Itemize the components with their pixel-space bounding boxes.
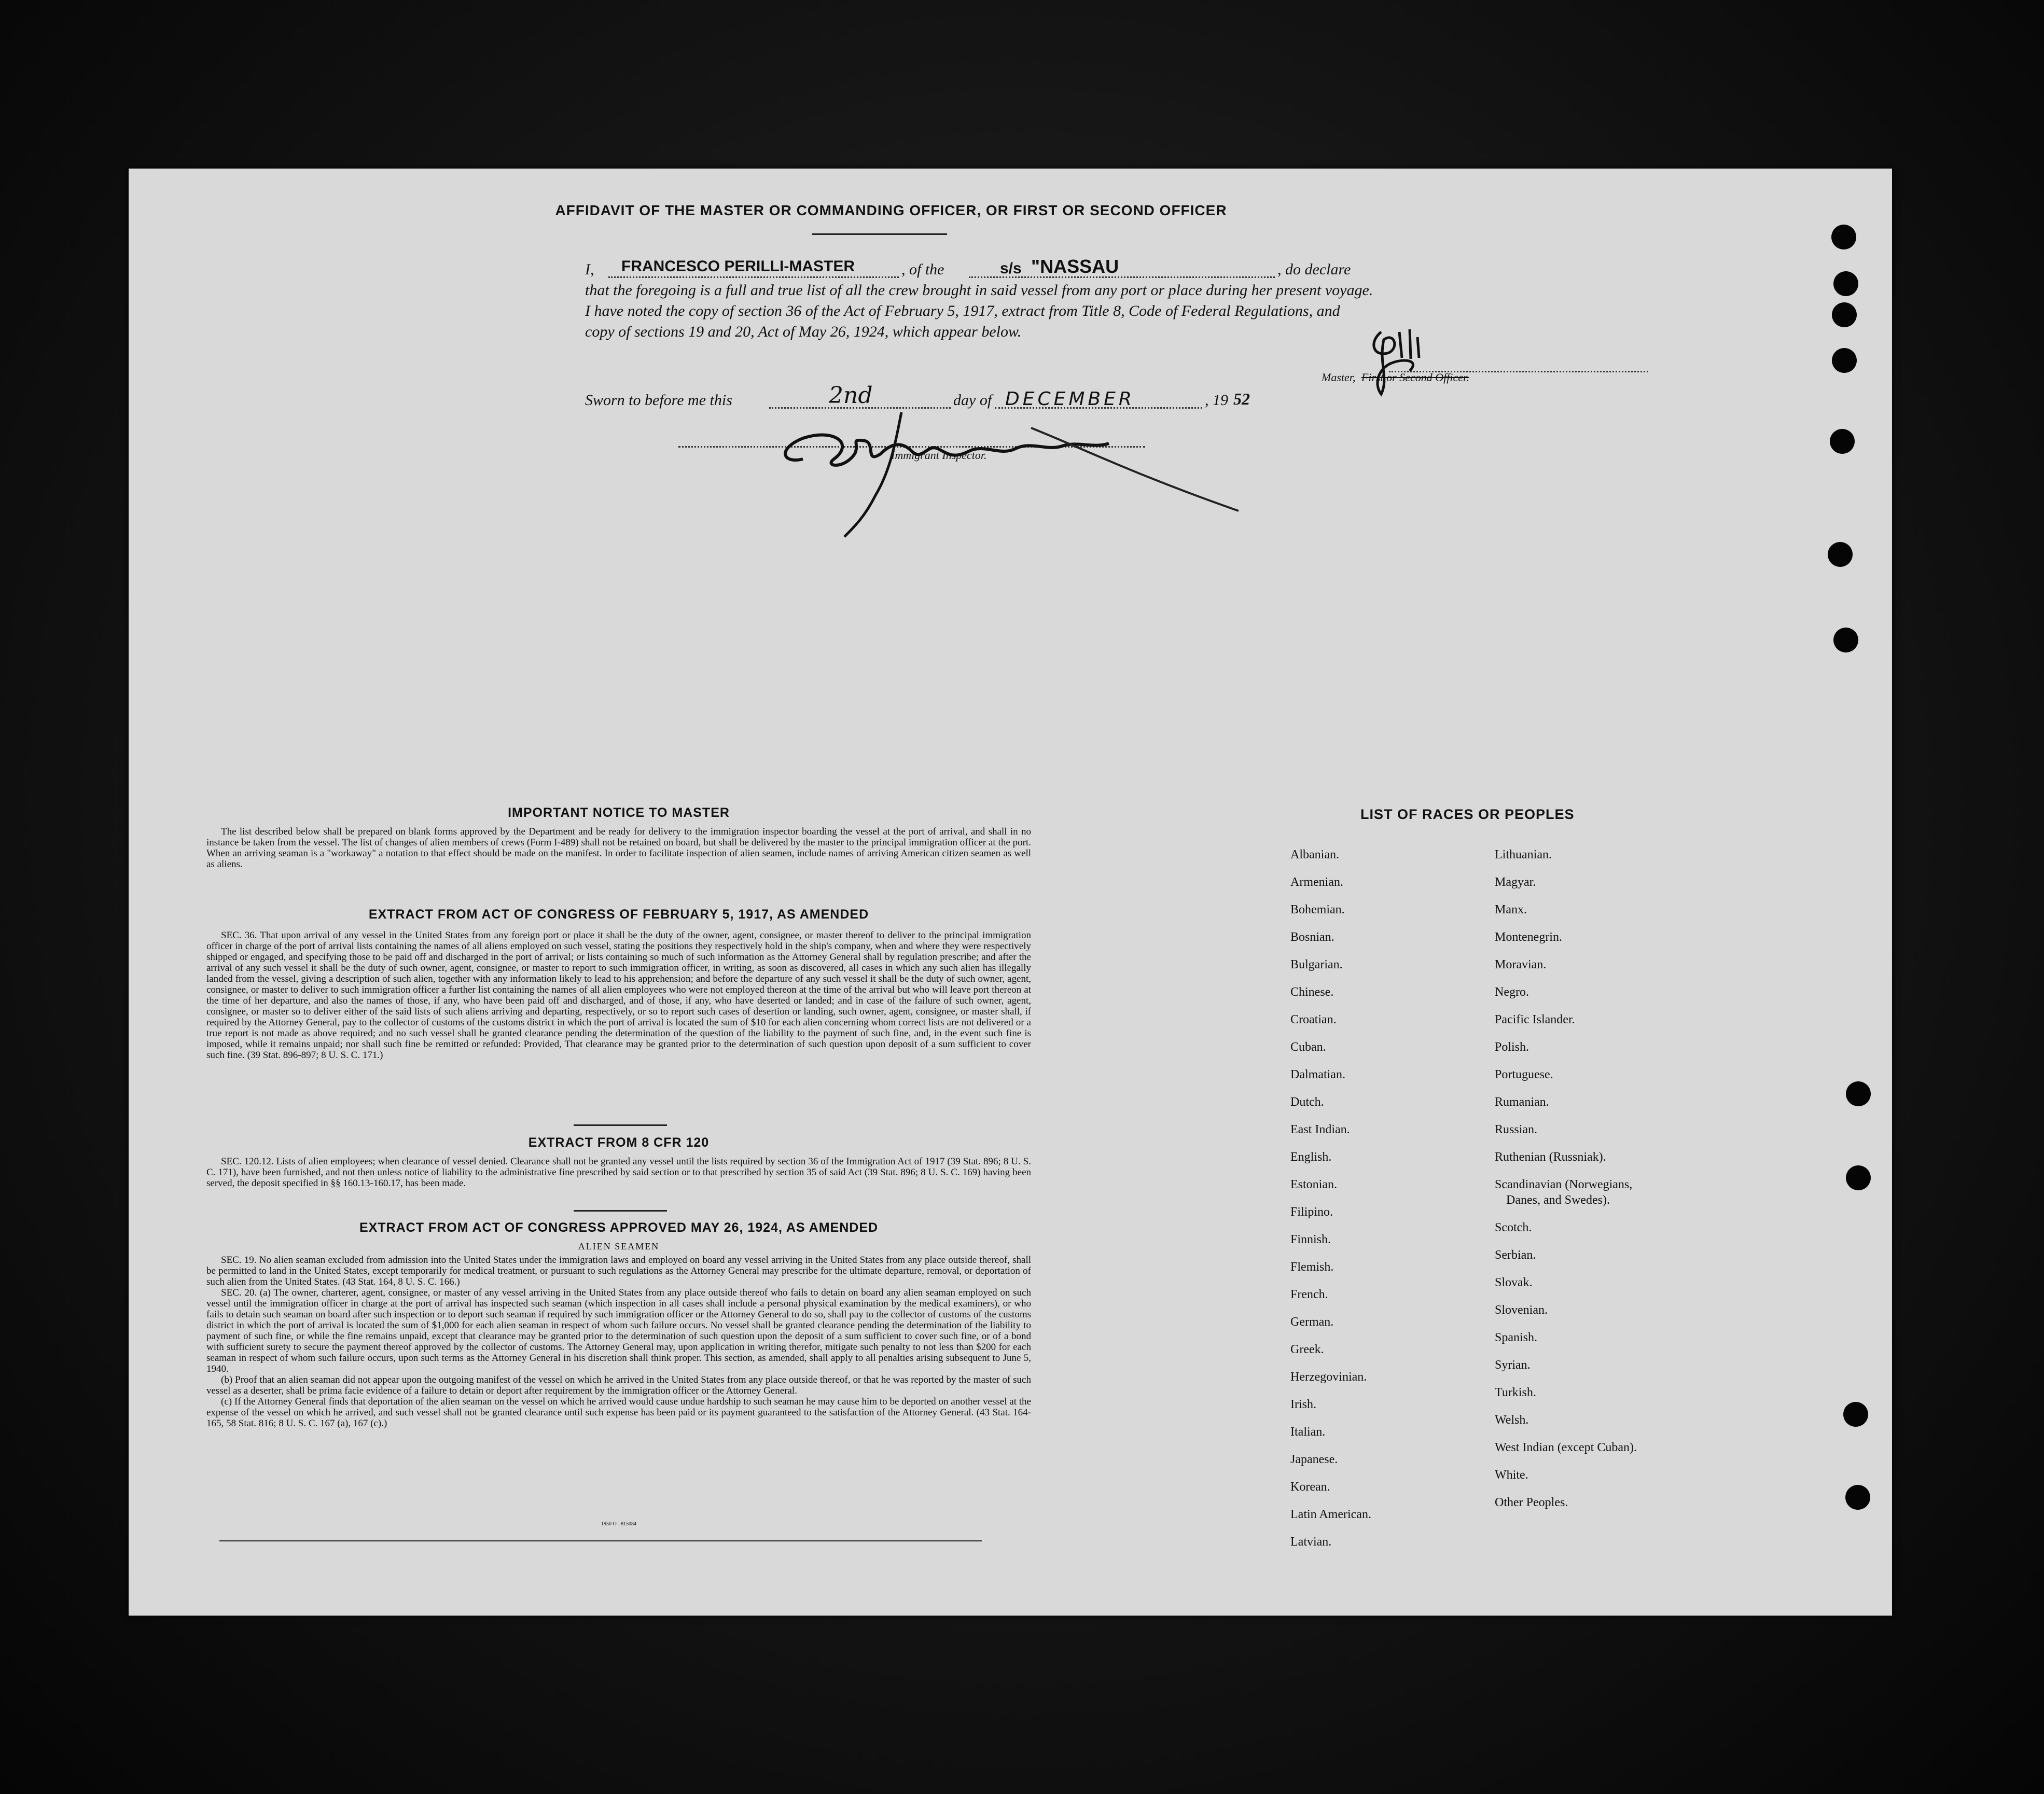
notice-text-block — [206, 826, 1031, 870]
race-item: German. — [1290, 1315, 1334, 1329]
race-item: Other Peoples. — [1495, 1496, 1568, 1509]
punch-hole — [1832, 348, 1857, 373]
race-item: Serbian. — [1495, 1248, 1536, 1262]
race-item: Pacific Islander. — [1495, 1013, 1575, 1026]
vessel-prefix: s/s — [1000, 260, 1022, 277]
race-item: Danes, and Swedes). — [1506, 1193, 1610, 1207]
race-item: Ruthenian (Russniak). — [1495, 1150, 1606, 1164]
punch-hole — [1846, 1165, 1871, 1190]
extract-cfr-text: SEC. 120.12. Lists of alien employees; when clearance of vessel denied. Clearance shall not be granted any vessel until the lists required by section 36 of the Immigration Act of 1917 (39 Stat. 896; 8 U. S. C. 171), have been furnished, and not then unless notice of liability to the administrative fine prescribed by said section or to that prescribed by section 35 of said Act (39 Stat. 896; 8 U. S. C. 169) having been served, the deposit specified in §§ 160.13-160.17, has been made. — [206, 1156, 1031, 1189]
punch-hole — [1846, 1081, 1871, 1106]
race-item: Chinese. — [1290, 985, 1334, 999]
vessel-name: "NASSAU — [1031, 256, 1119, 277]
race-item: Dalmatian. — [1290, 1068, 1345, 1081]
race-item: Polish. — [1495, 1040, 1529, 1054]
punch-hole — [1845, 1485, 1870, 1510]
sec20c-text: (c) If the Attorney General finds that deportation of the alien seaman on the vessel on which he arrived would cause undue hardship to such seaman he may cause him to be deported on another vessel at the expense of the vessel on which he arrived, and such vessel shall not be granted clearance until such expense has been paid or its payment guaranteed to the satisfaction of the Attorney General. (43 Stat. 164-165, 58 Stat. 816; 8 U. S. C. 167 (a), 167 (c).) — [206, 1396, 1031, 1429]
race-item: Armenian. — [1290, 875, 1343, 889]
master-caption — [1322, 371, 1469, 384]
races-column-1 — [1290, 848, 1487, 1564]
race-item: Manx. — [1495, 903, 1527, 916]
race-item: Magyar. — [1495, 875, 1536, 889]
race-item: Lithuanian. — [1495, 848, 1552, 861]
punch-hole — [1828, 542, 1853, 567]
race-item: Croatian. — [1290, 1013, 1337, 1026]
year-prefix: , 19 — [1205, 392, 1228, 409]
notice-title: IMPORTANT NOTICE TO MASTER — [508, 805, 730, 820]
race-item: Bulgarian. — [1290, 958, 1343, 971]
race-item: Russian. — [1495, 1123, 1538, 1136]
punch-hole — [1831, 225, 1856, 249]
punch-hole — [1832, 302, 1857, 327]
race-item: Scotch. — [1495, 1221, 1532, 1234]
master-caption-struck: First or Second Officer. — [1361, 371, 1469, 384]
alien-seamen-subtitle: ALIEN SEAMEN — [578, 1241, 660, 1251]
affidavit-body-line2: I have noted the copy of section 36 of the Act of February 5, 1917, extract from Title 8, Code of Federal Regulations, and — [585, 302, 1340, 319]
race-item: Estonian. — [1290, 1178, 1337, 1191]
race-item: Irish. — [1290, 1398, 1316, 1411]
race-item: Herzegovinian. — [1290, 1370, 1367, 1384]
race-item: Slovak. — [1495, 1276, 1533, 1289]
master-caption-text: Master, — [1322, 371, 1356, 384]
sec19-text: SEC. 19. No alien seaman excluded from admission into the United States under the immigration laws and employed on board any vessel arriving in the United States from any place outside thereof, shall be permitted to land in the United States, except temporarily for medical treatment, or pursuant to such regulations as the Attorney General may prescribe for the ultimate departure, removal, or deportation of such alien from the United States. (43 Stat. 164, 8 U. S. C. 166.) — [206, 1255, 1031, 1287]
extract-1917-block — [206, 930, 1031, 1061]
inspector-signature — [772, 392, 1446, 547]
notice-text: The list described below shall be prepared on blank forms approved by the Department and be ready for delivery to the immigration inspector boarding the vessel at the port of arrival, and shall in no instance be taken from the vessel. The list of changes of alien members of crews (Form I-489) shall not be retained on board, but shall be delivered by the master to the principal immigration officer at the port. When an arriving seaman is a "workaway" a notation to that effect should be made on the manifest. In order to facilitate inspection of alien seamen, include names of arriving American citizen seamen as well as aliens. — [206, 826, 1031, 870]
race-item: Greek. — [1290, 1343, 1324, 1356]
affidavit-line1 — [585, 256, 1653, 282]
master-name: FRANCESCO PERILLI-MASTER — [621, 258, 855, 275]
race-item: Japanese. — [1290, 1453, 1338, 1466]
race-item: Flemish. — [1290, 1260, 1334, 1274]
race-item: Latin American. — [1290, 1508, 1371, 1521]
race-item: Welsh. — [1495, 1413, 1529, 1427]
race-item: Moravian. — [1495, 958, 1547, 971]
title-rule — [812, 233, 947, 235]
document-page — [129, 169, 1892, 1616]
race-item: Finnish. — [1290, 1233, 1331, 1246]
sworn-day: 2nd — [829, 382, 873, 409]
race-item: Slovenian. — [1495, 1303, 1548, 1317]
of-the-label: , of the — [901, 261, 944, 278]
punch-hole — [1833, 628, 1858, 652]
punch-hole — [1843, 1402, 1868, 1427]
races-column-2 — [1495, 848, 1733, 1564]
do-declare-label: , do declare — [1277, 261, 1351, 278]
race-item: Italian. — [1290, 1425, 1326, 1439]
rule-1 — [574, 1124, 667, 1126]
master-signature — [1332, 322, 1467, 399]
affidavit-body-line3: copy of sections 19 and 20, Act of May 26, 1924, which appear below. — [585, 323, 1022, 340]
rule-2 — [574, 1210, 667, 1212]
race-item: Albanian. — [1290, 848, 1339, 861]
race-item: Dutch. — [1290, 1095, 1324, 1109]
race-item: Rumanian. — [1495, 1095, 1549, 1109]
race-item: French. — [1290, 1288, 1328, 1301]
races-title: LIST OF RACES OR PEOPLES — [1360, 806, 1575, 822]
bottom-rule — [219, 1540, 982, 1541]
inspector-caption: Immigrant Inspector. — [891, 449, 987, 462]
affidavit-title: AFFIDAVIT OF THE MASTER OR COMMANDING OFFICER, OR FIRST OR SECOND OFFICER — [555, 202, 1227, 218]
race-item: Portuguese. — [1495, 1068, 1553, 1081]
extract-1917-title: EXTRACT FROM ACT OF CONGRESS OF FEBRUARY 5, 1917, AS AMENDED — [368, 907, 869, 922]
extract-1917-text: SEC. 36. That upon arrival of any vessel in the United States from any foreign port or place it shall be the duty of the owner, agent, consignee, or master thereof to deliver to the principal immigration officer in charge of the port of arrival lists containing the names of all aliens employed on such vessel, stating the positions they respectively hold in the ship's company, when and where they were respectively shipped or engaged, and specifying those to be paid off and discharged in the port of arrival; or lists containing so much of such information as the Attorney General shall by regulation prescribe; and after the arrival of any such vessel it shall be the duty of such owner, agent, consignee, or master to report to such immigration officer, in writing, as soon as discovered, all cases in which any such alien has illegally landed from the vessel, giving a description of such alien, together with any information likely to lead to his apprehension; and before the departure of any such vessel it shall be the duty of such owner, agent, consignee, or master to deliver to such immigration officer a further list containing the names of all alien employees who were not employed thereon at the time of the arrival but who will leave port thereon at the time of her departure, and also the names of those, if any, who have been paid off and discharged, and of those, if any, who have deserted or landed; and in case of the failure of such owner, agent, consignee, or master so to deliver either of the said lists of such aliens arriving and departing, respectively, or so to report such cases of desertion or landing, such owner, agent, consignee, or master shall, if required by the Attorney General, pay to the collector of customs of the customs district in which the port of arrival is located the sum of $10 for each alien concerning whom correct lists are not delivered or a true report is not made as above required; and no such vessel shall be granted clearance pending the determination of the question of the liability to the payment of such fine, and, in the event such fine is imposed, while it remains unpaid; nor shall such fine be remitted or refunded: Provided, That clearance may be granted prior to the determination of such question upon deposit of a sum sufficient to cover such fine. (39 Stat. 896-897; 8 U. S. C. 171.) — [206, 930, 1031, 1061]
sec20a-text: SEC. 20. (a) The owner, charterer, agent, consignee, or master of any vessel arriving in the United States from any place outside thereof who fails to detain on board any alien seaman employed on such vessel until the immigration officer in charge at the port of arrival has inspected such seaman (which inspection in all cases shall include a personal physical examination by the medical examiners), or who fails to detain such seaman on board after such inspection or to deport such seaman if required by such immigration officer or the Attorney General to do so, shall pay to the collector of customs of the customs district in which the port of arrival is located the sum of $1,000 for each alien seaman in respect of whom such failure occurs. No vessel shall be granted clearance pending the determination of the liability to payment of such fine, or while the fine remains unpaid, except that clearance may be granted prior to the determination of such question upon the deposit of a sum sufficient to cover such fine, or of a bond with sufficient surety to secure the payment thereof approved by the collector of customs. The Attorney General may, upon application in writing therefor, mitigate such penalty to not less than $200 for each seaman in respect of whom such failure occurs, upon such terms as the Attorney General in his discretion shall think proper. This section, as amended, shall apply to all penalties arising subsequent to June 5, 1940. — [206, 1287, 1031, 1374]
sec20b-text: (b) Proof that an alien seaman did not appear upon the outgoing manifest of the vessel on which he arrived in the United States from any place outside thereof, or that he was reported by the master of such vessel as a deserter, shall be prima facie evidence of a failure to detain or deport after requirement by the immigration officer or the Attorney General. — [206, 1374, 1031, 1396]
race-item: Cuban. — [1290, 1040, 1326, 1054]
race-item: Scandinavian (Norwegians, — [1495, 1178, 1633, 1191]
affidavit-body-line1: that the foregoing is a full and true list of all the crew brought in said vessel from any port or place during her present voyage. — [585, 282, 1373, 299]
year-suffix: 52 — [1233, 390, 1250, 408]
punch-hole — [1833, 271, 1858, 296]
race-item: Latvian. — [1290, 1535, 1332, 1549]
extract-cfr-title: EXTRACT FROM 8 CFR 120 — [528, 1135, 710, 1150]
extract-1924-title: EXTRACT FROM ACT OF CONGRESS APPROVED MAY 26, 1924, AS AMENDED — [359, 1220, 879, 1235]
race-item: English. — [1290, 1150, 1332, 1164]
race-item: Bohemian. — [1290, 903, 1345, 916]
name-dots — [608, 276, 899, 278]
race-item: West Indian (except Cuban). — [1495, 1441, 1637, 1454]
day-of-label: day of — [953, 392, 992, 409]
race-item: Syrian. — [1495, 1358, 1531, 1372]
race-item: Turkish. — [1495, 1386, 1536, 1399]
race-item: White. — [1495, 1468, 1528, 1482]
extract-cfr-block — [206, 1156, 1031, 1189]
printer-mark: 1950 O - 815084 — [601, 1521, 637, 1527]
race-item: Filipino. — [1290, 1205, 1333, 1219]
race-item: Bosnian. — [1290, 930, 1334, 944]
line1-prefix: I, — [585, 261, 594, 278]
sworn-month: DECEMBER — [1005, 388, 1135, 410]
extract-1924-block — [206, 1255, 1031, 1429]
race-item: Spanish. — [1495, 1331, 1538, 1344]
race-item: Korean. — [1290, 1480, 1330, 1494]
race-item: Montenegrin. — [1495, 930, 1562, 944]
sworn-label: Sworn to before me this — [585, 392, 732, 409]
race-item: Negro. — [1495, 985, 1529, 999]
punch-hole — [1830, 429, 1855, 454]
race-item: East Indian. — [1290, 1123, 1350, 1136]
